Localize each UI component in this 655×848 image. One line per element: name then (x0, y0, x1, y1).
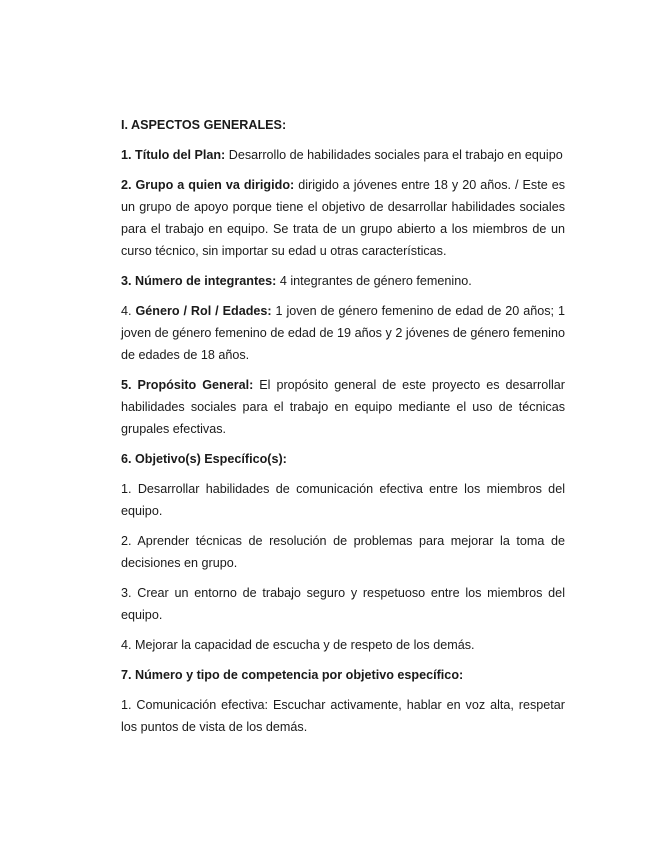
document-page (121, 114, 565, 746)
members-paragraph (121, 270, 565, 292)
gender-role-ages-paragraph (121, 300, 565, 366)
plan-title-paragraph (121, 144, 565, 166)
competencies-heading: 7. Número y tipo de competencia por objetivo específico: (121, 668, 464, 682)
gender-role-ages-number: 4. (121, 304, 136, 318)
plan-title-label: 1. Título del Plan: (121, 148, 226, 162)
section-title: I. ASPECTOS GENERALES: (121, 118, 287, 132)
gender-role-ages-label: Género / Rol / Edades: (135, 304, 272, 318)
target-group-text: dirigido a jóvenes entre 18 y 20 años. / Este es un grupo de apoyo porque tiene el objetivo de desarrollar habilidades sociales para el trabajo en equipo. Se trata de un grupo abierto a los miembros de un curso técnico, sin importar su edad u otras características. (121, 178, 565, 258)
general-purpose-paragraph (121, 374, 565, 440)
general-purpose-text: El propósito general de este proyecto es desarrollar habilidades sociales para el trabajo en equipo mediante el uso de técnicas grupales efectivas. (121, 378, 565, 436)
competency-item: 1. Comunicación efectiva: Escuchar activamente, hablar en voz alta, respetar los puntos de vista de los demás. (121, 698, 565, 734)
specific-objectives-heading: 6. Objetivo(s) Específico(s): (121, 452, 287, 466)
objective-item: 4. Mejorar la capacidad de escucha y de respeto de los demás. (121, 638, 475, 652)
members-text: 4 integrantes de género femenino. (276, 274, 472, 288)
general-purpose-label: 5. Propósito General: (121, 378, 254, 392)
target-group-paragraph (121, 174, 565, 262)
objective-item: 2. Aprender técnicas de resolución de problemas para mejorar la toma de decisiones en grupo. (121, 534, 565, 570)
members-label: 3. Número de integrantes: (121, 274, 277, 288)
gender-role-ages-text: 1 joven de género femenino de edad de 20 años; 1 joven de género femenino de edad de 19 años y 2 jóvenes de género femenino de edades de 18 años. (121, 304, 565, 362)
objective-item: 3. Crear un entorno de trabajo seguro y respetuoso entre los miembros del equipo. (121, 586, 565, 622)
target-group-label: 2. Grupo a quien va dirigido: (121, 178, 295, 192)
plan-title-text: Desarrollo de habilidades sociales para el trabajo en equipo (225, 148, 563, 162)
objective-item: 1. Desarrollar habilidades de comunicación efectiva entre los miembros del equipo. (121, 482, 565, 518)
